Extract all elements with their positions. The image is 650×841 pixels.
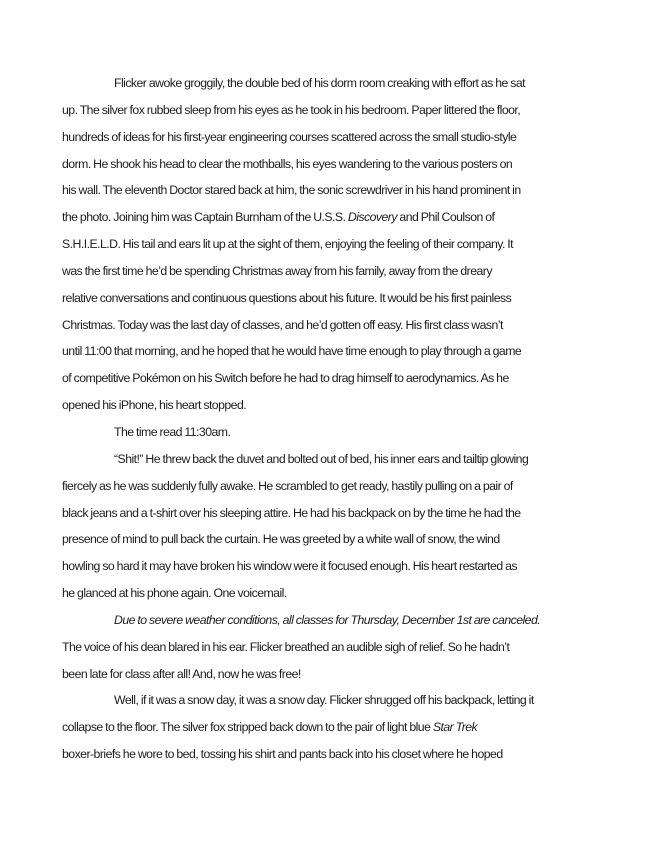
story-text-block: [62, 70, 587, 768]
text-line: [62, 419, 587, 446]
text-line: [62, 634, 587, 661]
text-run: hundreds of ideas for his first-year engineering courses scattered across the small studio-style: [62, 129, 517, 144]
text-run: Christmas. Today was the last day of classes, and he’d gotten off easy. His first class wasn’t: [62, 317, 503, 332]
text-run: dorm. He shook his head to clear the mothballs, his eyes wandering to the various posters on: [62, 156, 513, 171]
italic-text-run: Due to severe weather conditions, all classes for Thursday, December 1st are canceled.: [114, 612, 541, 627]
text-line: [62, 204, 587, 231]
text-run: boxer-briefs he wore to bed, tossing his shirt and pants back into his closet where he hoped: [62, 747, 503, 762]
text-run: The voice of his dean blared in his ear. Flicker breathed an audible sigh of relief. So he hadn’t: [62, 639, 510, 654]
text-line: [62, 500, 587, 527]
text-line: [62, 124, 587, 151]
text-run: presence of mind to pull back the curtain. He was greeted by a white wall of snow, the wind: [62, 532, 500, 547]
text-line: [62, 151, 587, 178]
text-line: [62, 177, 587, 204]
text-run: been late for class after all! And, now he was free!: [62, 666, 301, 681]
text-run: he glanced at his phone again. One voicemail.: [62, 586, 287, 601]
text-run: fiercely as he was suddenly fully awake. He scrambled to get ready, hastily pulling on a pair of: [62, 478, 513, 493]
text-line: [62, 312, 587, 339]
text-line: [62, 553, 587, 580]
text-line: [62, 338, 587, 365]
text-run: and Phil Coulson of: [396, 210, 495, 225]
text-run: The time read 11:30am.: [114, 424, 231, 439]
text-run: howling so hard it may have broken his window were it focused enough. His heart restarted as: [62, 559, 517, 574]
text-run: the photo. Joining him was Captain Burnham of the U.S.S.: [62, 210, 348, 225]
text-line: [62, 446, 587, 473]
text-run: “Shit!” He threw back the duvet and bolted out of bed, his inner ears and tailtip glowing: [114, 451, 529, 466]
text-line: [62, 526, 587, 553]
text-line: [62, 473, 587, 500]
text-run: Well, if it was a snow day, it was a snow day. Flicker shrugged off his backpack, letting it: [114, 693, 534, 708]
text-run: his wall. The eleventh Doctor stared back at him, the sonic screwdriver in his hand prominent in: [62, 183, 521, 198]
text-line: [62, 607, 587, 634]
text-run: S.H.I.E.L.D. His tail and ears lit up at the sight of them, enjoying the feeling of their company. It: [62, 237, 514, 252]
text-run: until 11:00 that morning, and he hoped that he would have time enough to play through a game: [62, 344, 522, 359]
text-run: of competitive Pokémon on his Switch before he had to drag himself to aerodynamics. As he: [62, 371, 509, 386]
text-line: [62, 285, 587, 312]
text-run: relative conversations and continuous questions about his future. It would be his first painless: [62, 290, 512, 305]
text-line: [62, 687, 587, 714]
italic-text-run: Discovery: [347, 210, 397, 225]
text-line: [62, 70, 587, 97]
text-line: [62, 258, 587, 285]
text-line: [62, 97, 587, 124]
text-run: black jeans and a t-shirt over his sleeping attire. He had his backpack on by the time he had the: [62, 505, 521, 520]
text-run: opened his iPhone, his heart stopped.: [62, 398, 247, 413]
text-line: [62, 661, 587, 688]
text-line: [62, 714, 587, 741]
text-run: up. The silver fox rubbed sleep from his eyes as he took in his bedroom. Paper littered the floor,: [62, 102, 521, 117]
text-run: collapse to the floor. The silver fox stripped back down to the pair of light blue: [62, 720, 433, 735]
text-line: [62, 231, 587, 258]
text-run: Flicker awoke groggily, the double bed of his dorm room creaking with effort as he sat: [114, 76, 526, 90]
text-run: was the first time he’d be spending Christmas away from his family, away from the dreary: [62, 263, 492, 278]
text-line: [62, 580, 587, 607]
text-line: [62, 365, 587, 392]
text-line: [62, 741, 587, 768]
text-line: [62, 392, 587, 419]
italic-text-run: Star Trek: [432, 720, 478, 735]
